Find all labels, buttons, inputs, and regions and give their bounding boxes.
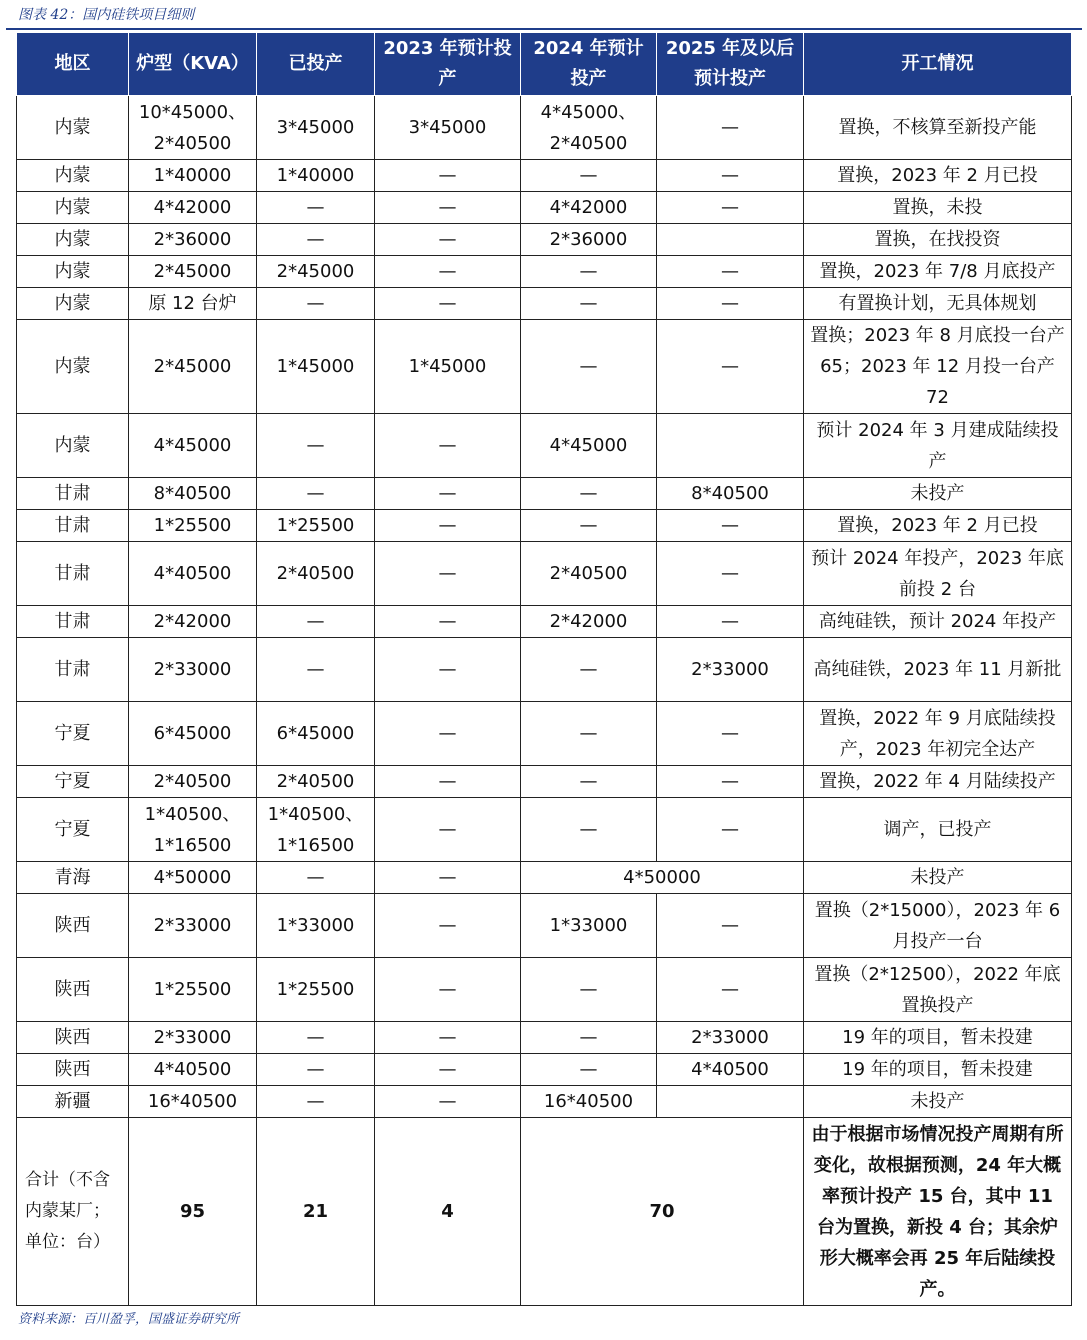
table-row: [17, 894, 1072, 958]
table-cell: 1*33000: [257, 894, 375, 958]
table-cell: —: [375, 702, 521, 766]
table-cell: —: [375, 862, 521, 894]
table-cell: —: [375, 542, 521, 606]
table-cell: —: [521, 510, 657, 542]
table-cell: 4*45000、2*40500: [521, 96, 657, 160]
header-row: [17, 33, 1072, 96]
table-cell: [657, 414, 804, 478]
table-cell: 2*40500: [129, 766, 257, 798]
table-cell: 1*25500: [257, 510, 375, 542]
table-cell: 青海: [17, 862, 129, 894]
table-row: [17, 192, 1072, 224]
table-row: [17, 224, 1072, 256]
table-cell: —: [657, 542, 804, 606]
table-cell: 高纯硅铁，2023 年 11 月新批: [804, 638, 1072, 702]
table-cell: 置换，在找投资: [804, 224, 1072, 256]
table-cell: —: [257, 192, 375, 224]
table-cell: —: [257, 638, 375, 702]
header-cell: 2024 年预计投产: [521, 33, 657, 96]
top-rule: [6, 28, 1082, 30]
table-row: [17, 542, 1072, 606]
table-row: [17, 958, 1072, 1022]
table-cell: —: [257, 862, 375, 894]
table-row: [17, 798, 1072, 862]
table-cell: —: [657, 320, 804, 414]
table-cell: 未投产: [804, 862, 1072, 894]
total-cell: 合计（不含内蒙某厂；单位：台）: [17, 1118, 129, 1306]
table-cell: 甘肃: [17, 638, 129, 702]
table-row: [17, 320, 1072, 414]
silicon-iron-project-table: [16, 32, 1072, 1306]
table-cell: —: [657, 160, 804, 192]
table-cell: —: [657, 288, 804, 320]
table-cell: 内蒙: [17, 160, 129, 192]
table-cell: —: [375, 606, 521, 638]
table-cell: 预计 2024 年投产，2023 年底前投 2 台: [804, 542, 1072, 606]
table-cell: 2*33000: [129, 1022, 257, 1054]
table-cell: 未投产: [804, 1086, 1072, 1118]
header-cell: 2025 年及以后预计投产: [657, 33, 804, 96]
total-cell: 95: [129, 1118, 257, 1306]
table-cell: —: [375, 160, 521, 192]
table-cell: 6*45000: [257, 702, 375, 766]
table-row: [17, 606, 1072, 638]
table-cell: —: [257, 478, 375, 510]
table-cell: 4*45000: [521, 414, 657, 478]
table-cell: —: [521, 798, 657, 862]
table-row: [17, 510, 1072, 542]
table-cell: —: [521, 702, 657, 766]
table-cell: 2*42000: [521, 606, 657, 638]
table-cell: 10*45000、2*40500: [129, 96, 257, 160]
table-cell: 内蒙: [17, 320, 129, 414]
table-cell: 置换（2*12500），2022 年底置换投产: [804, 958, 1072, 1022]
table-cell: 2*40500: [521, 542, 657, 606]
table-row: [17, 288, 1072, 320]
table-row: [17, 862, 1072, 894]
table-cell: —: [257, 606, 375, 638]
table-cell: —: [521, 478, 657, 510]
table-cell: 置换，2023 年 2 月已投: [804, 510, 1072, 542]
total-cell: 70: [521, 1118, 804, 1306]
table-cell: 预计 2024 年 3 月建成陆续投产: [804, 414, 1072, 478]
table-cell: 2*45000: [257, 256, 375, 288]
table-row: [17, 478, 1072, 510]
table-cell: 19 年的项目，暂未投建: [804, 1054, 1072, 1086]
table-cell: 3*45000: [375, 96, 521, 160]
table-row: [17, 1086, 1072, 1118]
table-cell: —: [375, 224, 521, 256]
table-cell: 3*45000: [257, 96, 375, 160]
table-cell: 2*36000: [129, 224, 257, 256]
figure-caption: 图表 42：国内硅铁项目细则: [18, 7, 195, 23]
table-cell: 原 12 台炉: [129, 288, 257, 320]
table-cell: 内蒙: [17, 414, 129, 478]
table-cell: 1*25500: [129, 958, 257, 1022]
table-cell: —: [257, 414, 375, 478]
table-cell: —: [375, 510, 521, 542]
table-cell: 2*40500: [257, 542, 375, 606]
table-cell: —: [257, 1054, 375, 1086]
table-cell: —: [657, 192, 804, 224]
table-cell: —: [375, 1022, 521, 1054]
table-cell: 宁夏: [17, 702, 129, 766]
table-cell: —: [375, 798, 521, 862]
table-cell: —: [257, 1086, 375, 1118]
table-row: [17, 702, 1072, 766]
table-cell: 置换，未投: [804, 192, 1072, 224]
table-row: [17, 1054, 1072, 1086]
table-cell: —: [657, 798, 804, 862]
table-cell: 2*33000: [129, 894, 257, 958]
table-cell: —: [657, 766, 804, 798]
total-cell: 21: [257, 1118, 375, 1306]
table-cell: 内蒙: [17, 192, 129, 224]
header-cell: 开工情况: [804, 33, 1072, 96]
table-cell: —: [375, 192, 521, 224]
table-row: [17, 160, 1072, 192]
table-cell: 内蒙: [17, 96, 129, 160]
table-cell: 陕西: [17, 894, 129, 958]
table-cell: 4*42000: [129, 192, 257, 224]
table-cell: 4*40500: [657, 1054, 804, 1086]
header-cell: 已投产: [257, 33, 375, 96]
header-cell: 地区: [17, 33, 129, 96]
header-cell: 2023 年预计投产: [375, 33, 521, 96]
table-cell: 甘肃: [17, 606, 129, 638]
table-cell: 调产，已投产: [804, 798, 1072, 862]
table-cell: 19 年的项目，暂未投建: [804, 1022, 1072, 1054]
table-cell: 甘肃: [17, 542, 129, 606]
table-cell: 1*40000: [129, 160, 257, 192]
table-row: [17, 414, 1072, 478]
table-cell: 甘肃: [17, 510, 129, 542]
table-cell: [657, 1086, 804, 1118]
table-cell: —: [521, 160, 657, 192]
table-cell: 置换，2023 年 7/8 月底投产: [804, 256, 1072, 288]
table-cell: —: [521, 1054, 657, 1086]
header-cell: 炉型（KVA）: [129, 33, 257, 96]
table-cell: 8*40500: [129, 478, 257, 510]
table-cell: 宁夏: [17, 766, 129, 798]
table-cell: 1*40500、1*16500: [257, 798, 375, 862]
table-row: [17, 96, 1072, 160]
table-cell: 2*33000: [657, 1022, 804, 1054]
table-cell: 1*33000: [521, 894, 657, 958]
table-cell: —: [257, 1022, 375, 1054]
table-cell: —: [657, 702, 804, 766]
table-cell: —: [257, 288, 375, 320]
table-cell: —: [521, 958, 657, 1022]
table-cell: 未投产: [804, 478, 1072, 510]
total-cell: 4: [375, 1118, 521, 1306]
table-cell: 甘肃: [17, 478, 129, 510]
table-cell: 1*45000: [257, 320, 375, 414]
table-cell: 2*45000: [129, 256, 257, 288]
table-row: [17, 1022, 1072, 1054]
table-cell: —: [375, 1086, 521, 1118]
table-cell: 陕西: [17, 1054, 129, 1086]
table-cell: —: [657, 256, 804, 288]
table-cell: 内蒙: [17, 224, 129, 256]
table-cell: —: [657, 958, 804, 1022]
table-cell: 8*40500: [657, 478, 804, 510]
total-row: [17, 1118, 1072, 1306]
table-cell: 置换；2023 年 8 月底投一台产 65；2023 年 12 月投一台产 72: [804, 320, 1072, 414]
table-cell: —: [521, 288, 657, 320]
table-cell: —: [521, 638, 657, 702]
table-cell: 1*25500: [257, 958, 375, 1022]
table-cell: 置换，2022 年 9 月底陆续投产，2023 年初完全达产: [804, 702, 1072, 766]
table-cell: 有置换计划，无具体规划: [804, 288, 1072, 320]
table-cell: 宁夏: [17, 798, 129, 862]
table-cell: [657, 224, 804, 256]
table-cell: 4*42000: [521, 192, 657, 224]
table-cell: 置换，不核算至新投产能: [804, 96, 1072, 160]
table-cell: —: [375, 766, 521, 798]
table-cell: 置换（2*15000），2023 年 6 月投产一台: [804, 894, 1072, 958]
table-cell: 内蒙: [17, 288, 129, 320]
table-cell: 2*33000: [657, 638, 804, 702]
total-cell: 由于根据市场情况投产周期有所变化，故根据预测，24 年大概率预计投产 15 台，其中 11 台为置换，新投 4 台；其余炉形大概率会再 25 年后陆续投产。: [804, 1118, 1072, 1306]
table-cell: 内蒙: [17, 256, 129, 288]
table-cell: 4*45000: [129, 414, 257, 478]
table-row: [17, 256, 1072, 288]
table-cell: 4*40500: [129, 542, 257, 606]
table-cell: 2*42000: [129, 606, 257, 638]
table-cell: 高纯硅铁，预计 2024 年投产: [804, 606, 1072, 638]
table-cell: 6*45000: [129, 702, 257, 766]
source-note: 资料来源：百川盈孚，国盛证券研究所: [18, 1312, 240, 1327]
table-cell: —: [657, 96, 804, 160]
table-cell: 2*40500: [257, 766, 375, 798]
table-row: [17, 766, 1072, 798]
table-cell: 置换，2023 年 2 月已投: [804, 160, 1072, 192]
table-cell: —: [657, 606, 804, 638]
table-cell: —: [375, 288, 521, 320]
table-cell: 新疆: [17, 1086, 129, 1118]
table-cell: 陕西: [17, 958, 129, 1022]
table-cell: 2*45000: [129, 320, 257, 414]
table-cell: 16*40500: [521, 1086, 657, 1118]
table-cell: —: [257, 224, 375, 256]
table-cell: 4*50000: [521, 862, 804, 894]
table-cell: —: [375, 256, 521, 288]
table-cell: —: [657, 894, 804, 958]
table-cell: —: [375, 1054, 521, 1086]
table-cell: —: [375, 638, 521, 702]
table-cell: 2*33000: [129, 638, 257, 702]
table-cell: 1*40000: [257, 160, 375, 192]
table-cell: —: [375, 478, 521, 510]
table-cell: 1*40500、1*16500: [129, 798, 257, 862]
table-cell: 16*40500: [129, 1086, 257, 1118]
table-cell: 陕西: [17, 1022, 129, 1054]
table-cell: —: [521, 320, 657, 414]
table-cell: 4*40500: [129, 1054, 257, 1086]
table-cell: —: [521, 766, 657, 798]
table-cell: —: [375, 894, 521, 958]
table-cell: —: [375, 414, 521, 478]
table-cell: 置换，2022 年 4 月陆续投产: [804, 766, 1072, 798]
table-cell: —: [657, 510, 804, 542]
table-cell: —: [375, 958, 521, 1022]
table-cell: 1*25500: [129, 510, 257, 542]
table-row: [17, 638, 1072, 702]
table-cell: —: [521, 256, 657, 288]
table-cell: —: [521, 1022, 657, 1054]
table-cell: 4*50000: [129, 862, 257, 894]
table-cell: 2*36000: [521, 224, 657, 256]
table-cell: 1*45000: [375, 320, 521, 414]
